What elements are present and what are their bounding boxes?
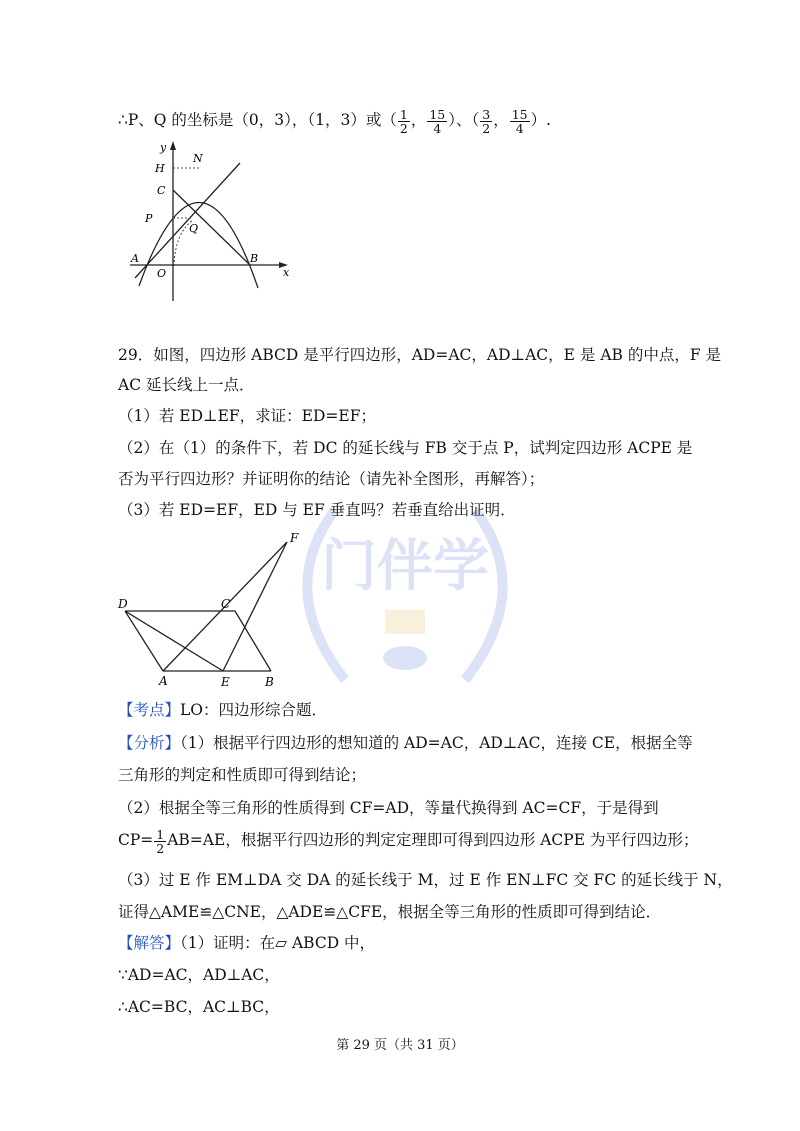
- seg-ef: [223, 542, 287, 671]
- page-footer: 第 29 页（共 31 页）: [336, 1038, 464, 1053]
- conclusion-end: ）.: [530, 111, 552, 129]
- separator: ）、（: [448, 111, 480, 129]
- fenxi-line4: [118, 826, 698, 855]
- comma: ，: [410, 111, 427, 129]
- label-o: O: [157, 267, 167, 280]
- jieda-line: [118, 933, 375, 953]
- label-a: A: [131, 252, 139, 265]
- label-d: D: [118, 597, 128, 611]
- label-f: F: [290, 531, 299, 545]
- fraction-half: $\frac{1}{2}$: [156, 826, 165, 856]
- line-cb: [173, 190, 250, 265]
- kaodian-line: [118, 700, 327, 720]
- fenxi-1a: （1）根据平行四边形的想知道的 AD=AC，AD⊥AC，连接 CE，根据全等: [180, 734, 693, 752]
- q29-part2-line1: （2）在（1）的条件下，若 DC 的延长线与 FB 交于点 P，试判定四边形 ACPE 是: [118, 439, 693, 457]
- fraction-15-4: $\frac{15}{4}$: [429, 106, 446, 136]
- label-c: C: [157, 184, 166, 197]
- seg-cb: [235, 611, 271, 671]
- fraction-3-2: $\frac{3}{2}$: [482, 106, 491, 136]
- q29-part1: （1）若 ED⊥EF，求证：ED=EF；: [118, 407, 376, 425]
- label-e: E: [221, 675, 230, 689]
- fenxi-line3: （2）根据全等三角形的性质得到 CF=AD，等量代换得到 AC=CF，于是得到: [118, 799, 659, 817]
- watermark-badge: [383, 646, 427, 670]
- seg-de: [125, 611, 223, 671]
- label-h: H: [155, 162, 165, 175]
- jieda-tag: 【解答】: [118, 934, 181, 952]
- kaodian-tag: 【考点】: [118, 701, 181, 719]
- comma: ，: [493, 111, 509, 129]
- fenxi-line1: [118, 733, 693, 753]
- label-b: B: [250, 252, 259, 265]
- parallelogram-figure: [115, 528, 315, 690]
- fenxi-2b-pre: CP=: [118, 831, 154, 849]
- watermark-building: [385, 610, 425, 634]
- fenxi-line2: 三角形的判定和性质即可得到结论；: [118, 766, 367, 784]
- label-x: x: [283, 266, 290, 279]
- fenxi-line6: 证得△AME≌△CNE，△ADE≌△CFE，根据全等三角形的性质即可得到结论．: [118, 903, 662, 921]
- jieda-text: （1）证明：在▱ ABCD 中，: [180, 934, 376, 952]
- label-n: N: [193, 152, 203, 165]
- fenxi-2b-post: AB=AE，根据平行四边形的判定定理即可得到四边形 ACPE 为平行四边形；: [167, 831, 699, 849]
- label-y: y: [160, 141, 167, 154]
- fenxi-line5: （3）过 E 作 EM⊥DA 交 DA 的延长线于 M，过 E 作 EN⊥FC 交 FC 的延长线于 N，: [118, 871, 733, 889]
- label-b2: B: [265, 675, 274, 689]
- since-line: ∵AD=AC，AD⊥AC，: [118, 966, 280, 984]
- fenxi-tag: 【分析】: [118, 734, 181, 752]
- label-q: Q: [189, 222, 199, 235]
- label-c2: C: [221, 597, 231, 611]
- q29-line1: 29．如图，四边形 ABCD 是平行四边形，AD=AC，AD⊥AC，E 是 AB 的中点，F 是: [118, 346, 722, 364]
- therefore-line: ∴AC=BC，AC⊥BC，: [118, 998, 280, 1016]
- q29-part2-line2: 否为平行四边形？并证明你的结论（请先补全图形，再解答）；: [118, 470, 545, 488]
- fraction-15-4-b: $\frac{15}{4}$: [511, 106, 528, 136]
- label-p: P: [145, 212, 153, 225]
- q29-line2: AC 延长线上一点．: [118, 376, 255, 394]
- seg-da: [125, 611, 163, 671]
- label-a2: A: [159, 674, 168, 688]
- q29-part3: （3）若 ED=EF，ED 与 EF 垂直吗？若垂直给出证明．: [118, 501, 516, 519]
- parabola-figure: [125, 138, 300, 303]
- coordinates-conclusion: [118, 106, 551, 135]
- watermark-text: 门伴学: [321, 534, 489, 599]
- y-axis-arrow: [170, 141, 176, 150]
- fraction-1-2: $\frac{1}{2}$: [399, 106, 408, 136]
- kaodian-text: LO：四边形综合题．: [180, 701, 328, 719]
- conclusion-prefix: ∴P、Q 的坐标是（0，3），（1，3）或（: [118, 111, 397, 129]
